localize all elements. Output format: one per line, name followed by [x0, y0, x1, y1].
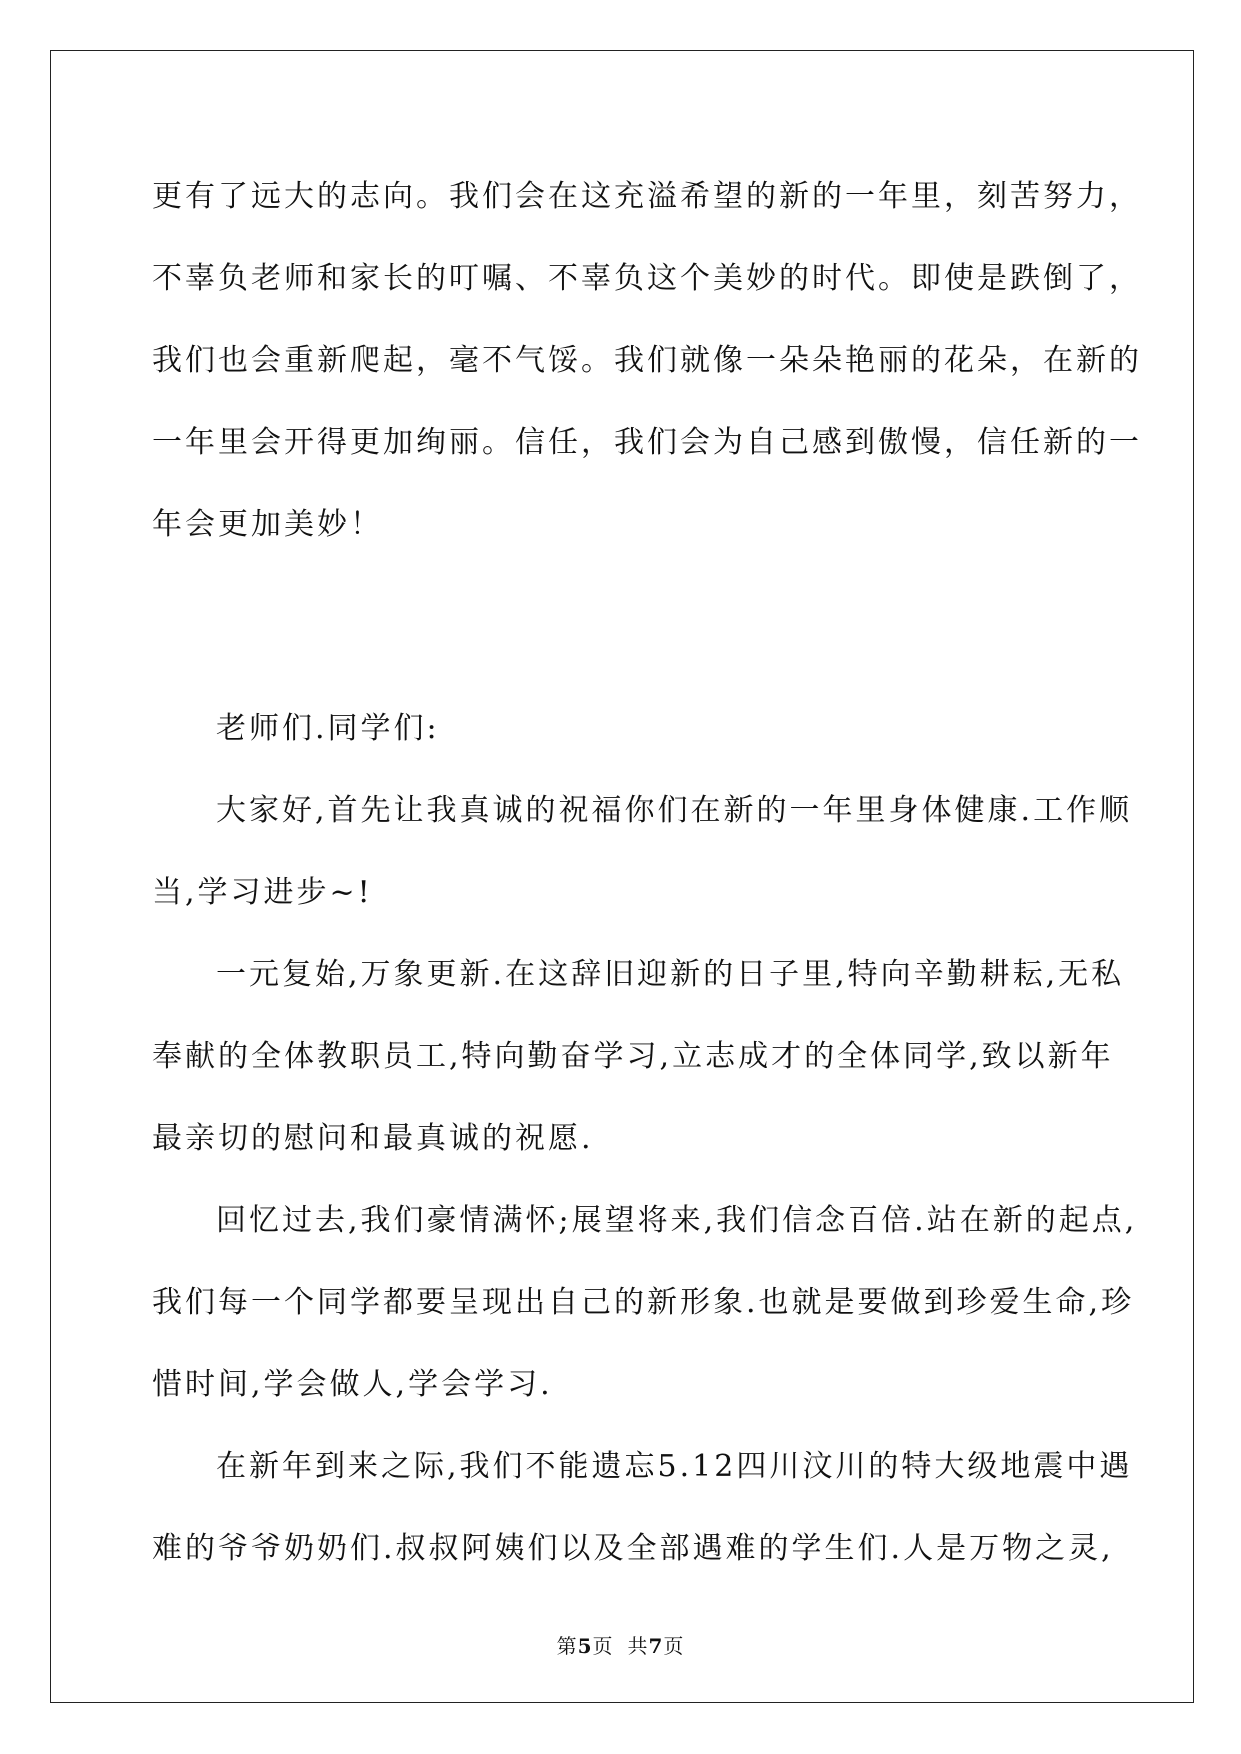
text-line: 惜时间,学会做人,学会学习.: [152, 1367, 553, 1402]
page-footer: [0, 1630, 1241, 1659]
salutation: 老师们.同学们:: [216, 711, 440, 746]
page-number: 5: [577, 1634, 593, 1658]
text-line: 大家好,首先让我真诚的祝福你们在新的一年里身体健康.工作顺: [216, 793, 1133, 828]
text-line: 更有了远大的志向。我们会在这充溢希望的新的一年里，刻苦努力，: [152, 179, 1142, 214]
text-line: 在新年到来之际,我们不能遗忘5.12四川汶川的特大级地震中遇: [216, 1449, 1133, 1484]
page-prefix: 第: [556, 1634, 578, 1658]
text-line: 奉献的全体教职员工,特向勤奋学习,立志成才的全体同学,致以新年: [152, 1039, 1114, 1074]
text-line: 回忆过去,我们豪情满怀;展望将来,我们信念百倍.站在新的起点,: [216, 1203, 1138, 1238]
page-total: 7: [648, 1634, 664, 1658]
total-prefix: 共: [627, 1634, 649, 1658]
text-line: 我们也会重新爬起，毫不气馁。我们就像一朵朵艳丽的花朵，在新的: [152, 343, 1142, 378]
page-suffix: 页: [592, 1634, 614, 1658]
text-line: 一年里会开得更加绚丽。信任，我们会为自己感到傲慢，信任新的一: [152, 425, 1142, 460]
text-line: 不辜负老师和家长的叮嘱、不辜负这个美妙的时代。即使是跌倒了，: [152, 261, 1142, 296]
text-line: 一元复始,万象更新.在这辞旧迎新的日子里,特向辛勤耕耘,无私: [216, 957, 1125, 992]
text-line: 难的爷爷奶奶们.叔叔阿姨们以及全部遇难的学生们.人是万物之灵,: [152, 1531, 1114, 1566]
text-line: 我们每一个同学都要呈现出自己的新形象.也就是要做到珍爱生命,珍: [152, 1285, 1135, 1320]
text-line: 最亲切的慰问和最真诚的祝愿.: [152, 1121, 594, 1156]
body-text-continuation: [152, 156, 1142, 566]
text-line: 当,学习进步~!: [152, 875, 373, 910]
speech-text: [152, 688, 1138, 1590]
text-line: 年会更加美妙！: [152, 507, 383, 542]
total-suffix: 页: [663, 1634, 685, 1658]
